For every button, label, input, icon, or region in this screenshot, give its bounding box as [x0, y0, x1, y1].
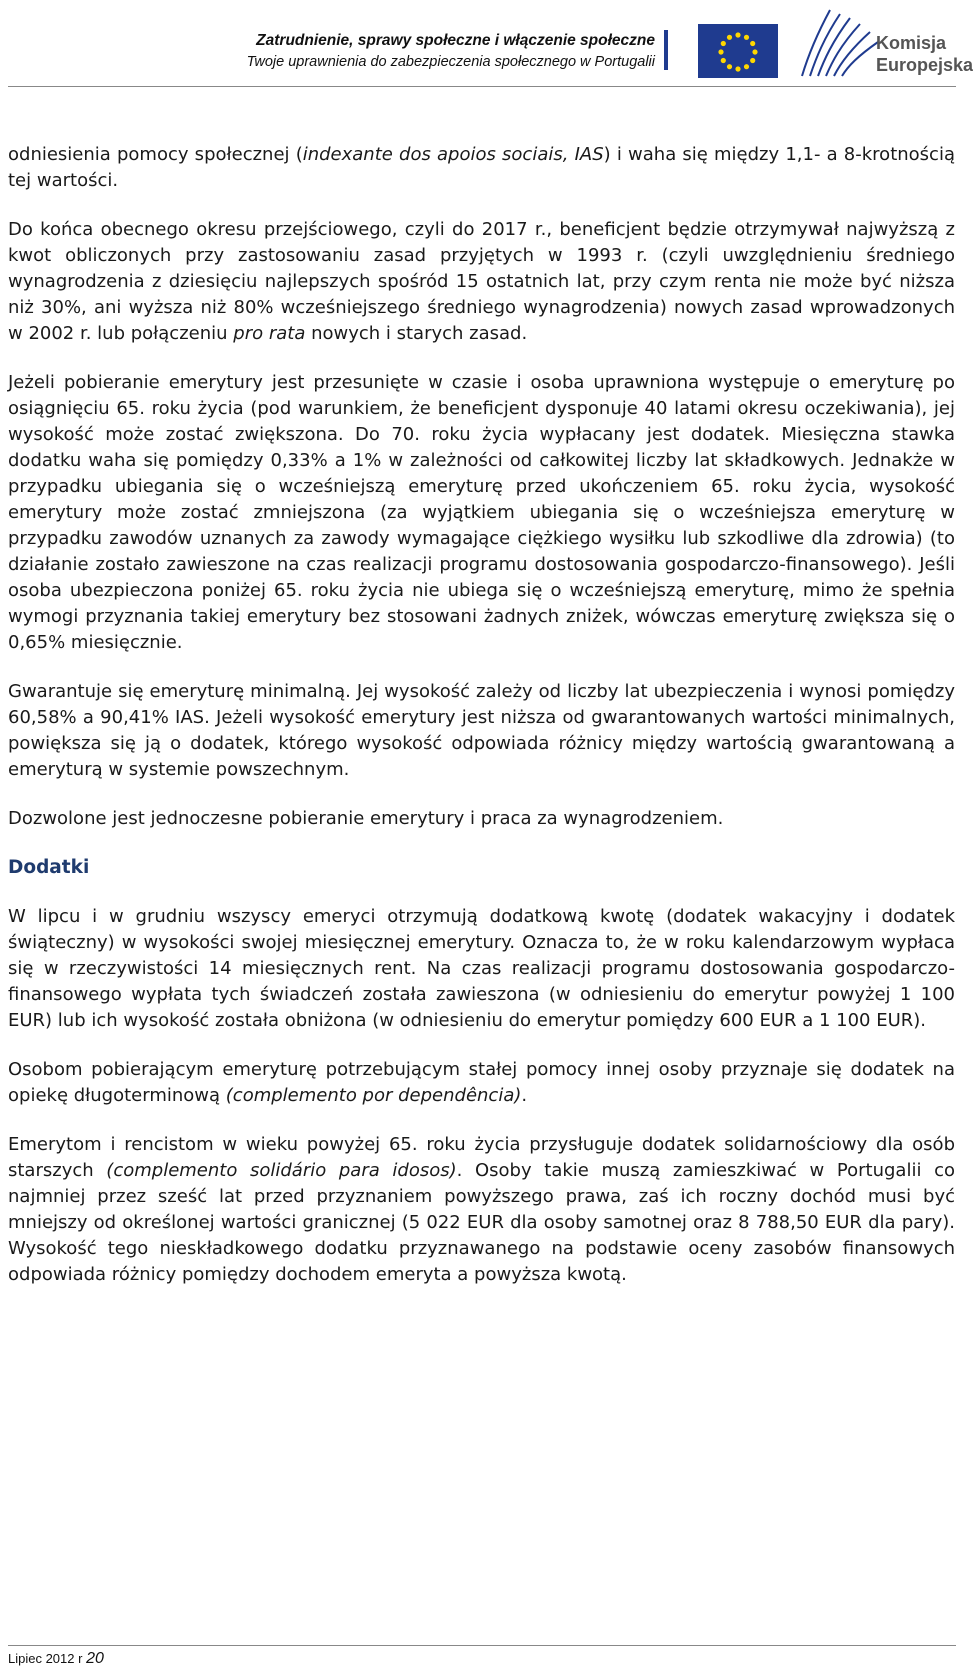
header-divider-bar	[664, 30, 668, 70]
document-body	[8, 142, 955, 1311]
logo-text-line1: Komisja	[876, 33, 947, 53]
paragraph-solidarity-supplement	[8, 1132, 955, 1288]
paragraph-holiday-bonus: W lipcu i w grudniu wszyscy emeryci otrzymują dodatkową kwotę (dodatek wakacyjny i dodatek świąteczny) w wysokości swojej miesięcznej emerytury. Oznacza to, że w roku kalendarzowym wypłaca się w rzeczywistości 14 miesięcznych rent. Na czas realizacji programu dostosowania gospodarczo-finansowego wypłata tych świadczeń została zawieszona (w odniesieniu do emerytur powyżej 1 100 EUR) lub ich wysokość została obniżona (w odniesieniu do emerytur pomiędzy 600 EUR a 1 100 EUR).	[8, 906, 955, 1031]
text-run: Osobom pobierającym emeryturę potrzebującym stałej pomocy innej osoby przyznaje się dodatek na opiekę długoterminową	[8, 1059, 955, 1106]
paragraph-minimum-pension: Gwarantuje się emeryturę minimalną. Jej wysokość zależy od liczby lat ubezpieczenia i wynosi pomiędzy 60,58% a 90,41% IAS. Jeżeli wysokość emerytury jest niższa od gwarantowanych wartości minimalnych, powiększa się ją o dodatek, którego wysokość odpowiada różnicy między wartością gwarantowaną a emeryturą w systemie powszechnym.	[8, 681, 955, 780]
footer-date: Lipiec 2012 r	[8, 1651, 83, 1666]
footer-rule	[8, 1645, 956, 1646]
paragraph-care-supplement	[8, 1057, 955, 1109]
paragraph-ias	[8, 142, 955, 194]
italic-term: indexante dos apoios sociais, IAS	[302, 144, 604, 165]
paragraph-deferred-pension: Jeżeli pobieranie emerytury jest przesunięte w czasie i osoba uprawniona występuje o emeryturę po osiągnięciu 65. roku życia (pod warunkiem, że beneficjent dysponuje 40 latami okresu oczekiwania), jej wysokość może zostać zwiększona. Do 70. roku życia wypłacany jest dodatek. Miesięczna stawka dodatku waha się pomiędzy 0,33% a 1% w zależności od całkowitej liczby lat składkowych. Jednakże w przypadku ubiegania się o wcześniejszą emeryturę przed ukończeniem 65. roku życia, wysokość emerytury może zostać zmniejszona (za wyjątkiem ubiegania się o wcześniejsza emeryturę w przypadku zawodów uznanych za zawody wymagające ciężkiego wysiłku lub szkodliwe dla zdrowia) (to działanie zostało zawieszone na czas realizacji programu dostosowania gospodarczo-finansowego). Jeśli osoba ubezpieczona poniżej 65. roku życia nie ubiega się o wcześniejszą emeryturę, mimo że spełnia wymogi przyznania takiej emerytury bez stosowani żadnych zniżek, wówczas emeryturę zwiększa się o 0,65% miesięcznie.	[8, 372, 955, 653]
text-run: nowych i starych zasad.	[305, 323, 528, 344]
text-run: ) i waha się między 1,1- a 8-krotnością tej wartości.	[8, 144, 955, 191]
header-rule	[8, 86, 956, 87]
text-run: Emerytom i rencistom w wieku powyżej 65. roku życia przysługuje dodatek solidarnościowy dla osób starszych	[8, 1134, 955, 1181]
text-run: Do końca obecnego okresu przejściowego, czyli do 2017 r., beneficjent będzie otrzymywał najwyższą z kwot obliczonych przy zastosowaniu zasad przyjętych w 1993 r. (czyli uwzględnieniu średniego wynagrodzenia z dziesięciu najlepszych spośród 15 ostatnich lat, przy czym renta nie może być niższa niż 30%, ani wyższa niż 80% wcześniejszego średniego wynagrodzenia) nowych zasad wprowadzonych w 2002 r. lub połączeniu	[8, 219, 955, 344]
text-run: . Osoby takie muszą zamieszkiwać w Portugalii co najmniej przez sześć lat przed przyznaniem powyższego prawa, zaś ich roczny dochód musi być mniejszy od określonej wartości granicznej (5 022 EUR dla osoby samotnej oraz 8 788,50 EUR dla pary). Wysokość tego nieskładkowego dodatku przyznawanego na podstawie oceny zasobów finansowych odpowiada różnicy pomiędzy dochodem emeryta a powyższa kwotą.	[8, 1160, 955, 1285]
section-heading-dodatki: Dodatki	[8, 857, 90, 878]
eu-flag-building-icon	[690, 6, 880, 84]
italic-term: pro rata	[233, 323, 306, 344]
text-run: odniesienia pomocy społecznej (	[8, 144, 303, 165]
header-subtitle: Twoje uprawnienia do zabezpieczenia społecznego w Portugalii	[246, 54, 655, 70]
italic-term: (complemento solidário para idosos)	[106, 1160, 457, 1181]
european-commission-logo	[690, 6, 973, 84]
page-number: 20	[86, 1650, 104, 1667]
page-footer	[8, 1650, 104, 1668]
header-title: Zatrudnienie, sprawy społeczne i włączenie społeczne	[256, 32, 655, 49]
text-run: .	[521, 1085, 528, 1106]
paragraph-work-and-pension: Dozwolone jest jednoczesne pobieranie emerytury i praca za wynagrodzeniem.	[8, 808, 724, 829]
page-header	[0, 0, 973, 88]
paragraph-transition-period	[8, 217, 955, 347]
italic-term: (complemento por dependência)	[225, 1085, 522, 1106]
header-titles	[247, 30, 655, 72]
logo-text-line2: Europejska	[876, 55, 973, 75]
logo-text	[876, 32, 973, 76]
